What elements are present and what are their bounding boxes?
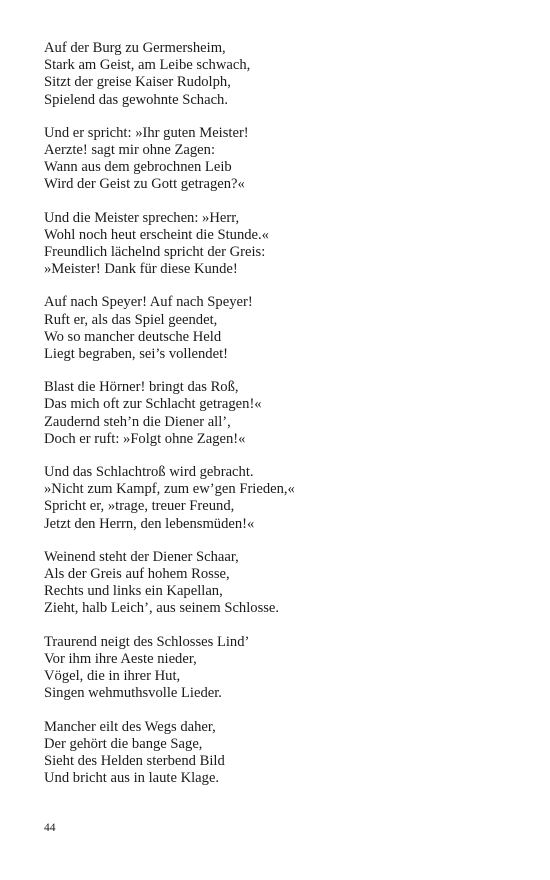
poem-line: Vögel, die in ihrer Hut,: [44, 668, 181, 685]
poem-line: Stark am Geist, am Leibe schwach,: [44, 57, 251, 74]
poem-line: Zieht, halb Leich’, aus seinem Schlosse.: [44, 600, 280, 617]
poem-line: Und die Meister sprechen: »Herr,: [44, 209, 240, 226]
poem-text: [44, 40, 524, 803]
poem-line: Doch er ruft: »Folgt ohne Zagen!«: [44, 430, 246, 447]
poem-line: Zaudernd steh’n die Diener all’,: [44, 413, 231, 430]
poem-line: Freundlich lächelnd spricht der Greis:: [44, 244, 266, 261]
poem-line: Sitzt der greise Kaiser Rudolph,: [44, 74, 231, 91]
poem-line: Als der Greis auf hohem Rosse,: [44, 566, 230, 583]
stanza-8: [44, 634, 524, 703]
poem-line: Blast die Hörner! bringt das Roß,: [44, 379, 239, 396]
poem-line: Singen wehmuthsvolle Lieder.: [44, 685, 222, 702]
poem-line: Auf nach Speyer! Auf nach Speyer!: [44, 294, 253, 311]
stanza-4: [44, 294, 524, 363]
poem-line: Spricht er, »trage, treuer Freund,: [44, 498, 235, 515]
page-number: 44: [44, 822, 56, 834]
poem-line: »Meister! Dank für diese Kunde!: [44, 261, 238, 278]
poem-line: Und bricht aus in laute Klage.: [44, 770, 220, 787]
poem-line: Wo so mancher deutsche Held: [44, 328, 222, 345]
poem-line: Aerzte! sagt mir ohne Zagen:: [44, 142, 215, 159]
stanza-5: [44, 379, 524, 448]
poem-line: Mancher eilt des Wegs daher,: [44, 718, 216, 735]
stanza-7: [44, 549, 524, 618]
poem-line: Rechts und links ein Kapellan,: [44, 583, 223, 600]
stanza-2: [44, 125, 524, 194]
poem-line: Wird der Geist zu Gott getragen?«: [44, 176, 245, 193]
poem-line: Traurend neigt des Schlosses Lind’: [44, 633, 250, 650]
poem-line: Jetzt den Herrn, den lebensmüden!«: [44, 515, 255, 532]
poem-line: Ruft er, als das Spiel geendet,: [44, 311, 218, 328]
poem-line: Sieht des Helden sterbend Bild: [44, 752, 225, 769]
poem-line: Der gehört die bange Sage,: [44, 735, 203, 752]
poem-line: Spielend das gewohnte Schach.: [44, 91, 228, 108]
poem-line: Wohl noch heut erscheint die Stunde.«: [44, 226, 269, 243]
poem-line: Auf der Burg zu Germersheim,: [44, 40, 226, 56]
stanza-1: [44, 40, 524, 109]
poem-line: Vor ihm ihre Aeste nieder,: [44, 650, 197, 667]
stanza-6: [44, 464, 524, 533]
poem-line: Das mich oft zur Schlacht getragen!«: [44, 396, 262, 413]
poem-line: Wann aus dem gebrochnen Leib: [44, 159, 232, 176]
stanza-3: [44, 210, 524, 279]
poem-line: Weinend steht der Diener Schaar,: [44, 548, 239, 565]
poem-line: »Nicht zum Kampf, zum ew’gen Frieden,«: [44, 481, 295, 498]
poem-line: Liegt begraben, sei’s vollendet!: [44, 346, 228, 363]
stanza-9: [44, 719, 524, 788]
poem-line: Und er spricht: »Ihr guten Meister!: [44, 124, 249, 141]
poem-line: Und das Schlachtroß wird gebracht.: [44, 464, 254, 481]
